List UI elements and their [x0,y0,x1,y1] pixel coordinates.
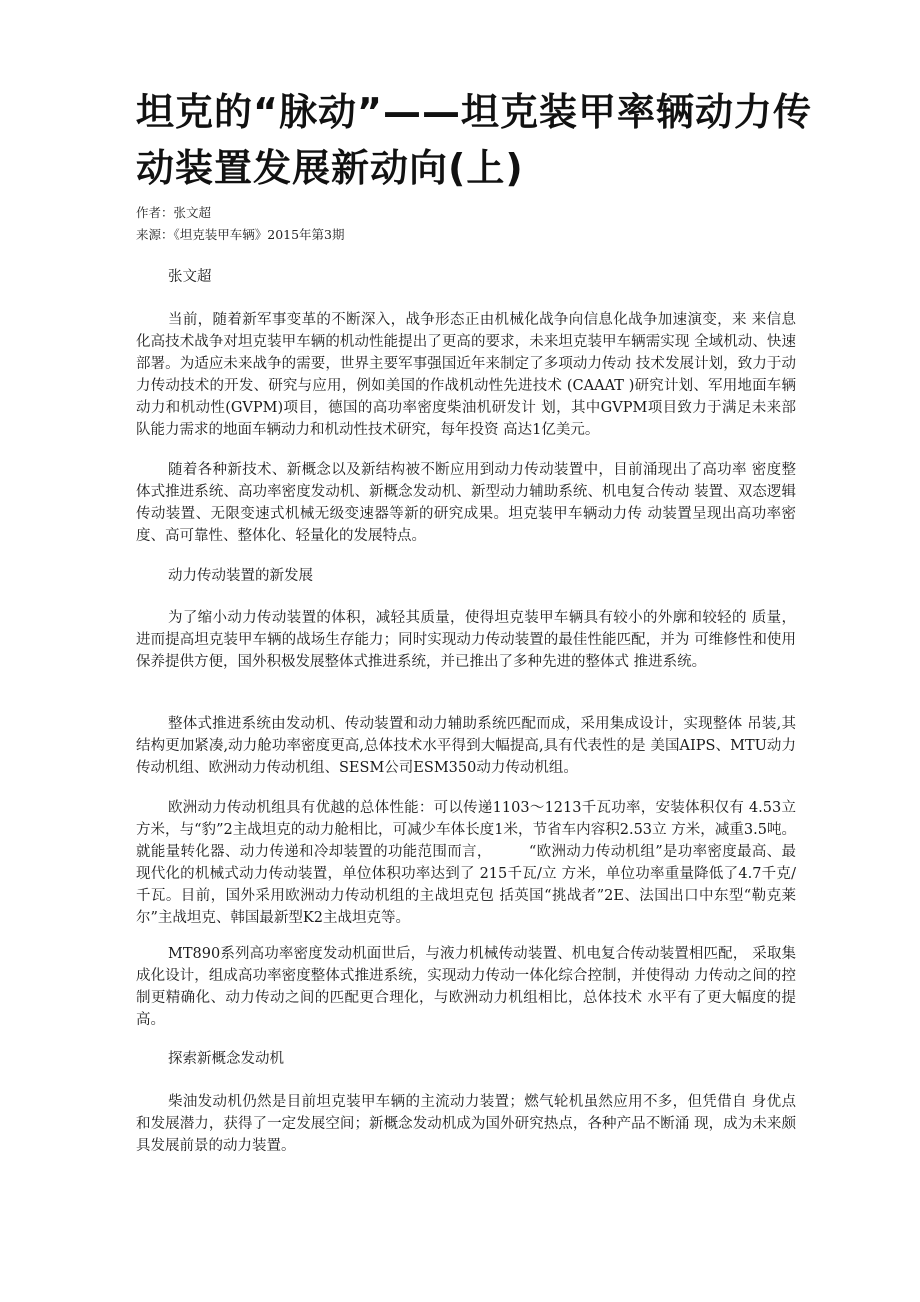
paragraph-4: 整体式推进系统由发动机、传动装置和动力辅助系统匹配而成，采用集成设计，实现整体 吊装,其结构更加紧凑,动力舱功率密度更高,总体技术水平得到大幅提高,具有代表性的是 美国AIPS、MTU动力传动机组、欧洲动力传动机组、SESM公司ESM350动力传动机组。 [136,716,796,776]
section-heading-new-engines: 探索新概念发动机 [168,1051,284,1067]
paragraph-1: 当前，随着新军事变革的不断深入，战争形态正由机械化战争向信息化战争加速演变，来 来信息化高技术战争对坦克装甲车辆的机动性能提出了更高的要求，未来坦克装甲车辆需实现 全域机动、快速部署。为适应未来战争的需要，世界主要军事强国近年来制定了多项动力传动 技术发展计划，致力于动力传动技术的开发、研究与应用，例如美国的作战机动性先进技术 (CAAAT )研究计划、军用地面车辆动力和机动性(GVPM)项目，德国的高功率密度柴油机研发计 划，其中GVPM项目致力于满足未来部队能力需求的地面车辆动力和机动性技术研究，每年投资 高达1亿美元。 [136,312,796,438]
paragraph-2: 随着各种新技术、新概念以及新结构被不断应用到动力传动装置中，目前涌现出了高功率 密度整体式推进系统、高功率密度发动机、新概念发动机、新型动力辅助系统、机电复合传动 装置、双态逻辑传动装置、无限变速式机械无级变速器等新的研究成果。坦克装甲车辆动力传 动装置呈现出高功率密度、高可靠性、整体化、轻量化的发展特点。 [136,462,796,544]
paragraph-5: 欧洲动力传动机组具有优越的总体性能：可以传递1103～1213千瓦功率，安装体积仅有 4.53立方米，与“豹”2主战坦克的动力舱相比，可减少车体长度1米，节省车内容积2.53立 方米，减重3.5吨。就能量转化器、动力传递和冷却装置的功能范围而言， “欧洲动力传动机组”是功率密度最高、最现代化的机械式动力传动装置，单位体积功率达到了 215千瓦/立 方米，单位功率重量降低了4.7千克/千瓦。目前，国外采用欧洲动力传动机组的主战坦克包 括英国“挑战者”2E、法国出口中东型“勒克莱尔”主战坦克、韩国最新型K2主战坦克等。 [136,800,796,926]
paragraph-6: MT890系列高功率密度发动机面世后，与液力机械传动装置、机电复合传动装置相匹配， 采取集成化设计，组成高功率密度整体式推进系统，实现动力传动一体化综合控制，并使得动 力传动之间的控制更精确化、动力传动之间的匹配更合理化，与欧洲动力机组相比，总体技术 水平有了更大幅度的提高。 [136,946,796,1028]
paragraph-3: 为了缩小动力传动装置的体积，减轻其质量，使得坦克装甲车辆具有较小的外廓和较轻的 质量，进而提高坦克装甲车辆的战场生存能力；同时实现动力传动装置的最佳性能匹配，并为 可维修性和使用保养提供方便，国外积极发展整体式推进系统，并已推出了多种先进的整体式 推进系统。 [136,610,796,670]
paragraph-7: 柴油发动机仍然是目前坦克装甲车辆的主流动力装置；燃气轮机虽然应用不多，但凭借自 身优点和发展潜力，获得了一定发展空间；新概念发动机成为国外研究热点，各种产品不断涌 现，成为未来颇具发展前景的动力装置。 [136,1094,796,1154]
byline: 张文超 [168,269,212,285]
article-title: 坦克的“脉动”——坦克装甲率辆动力传动装置发展新动向(上) [136,90,812,190]
author-line: 作者：张文超 [136,205,212,220]
section-heading-new-developments: 动力传动装置的新发展 [168,568,313,584]
source-line: 来源：《坦克装甲车辆》2015年第3期 [136,227,345,242]
